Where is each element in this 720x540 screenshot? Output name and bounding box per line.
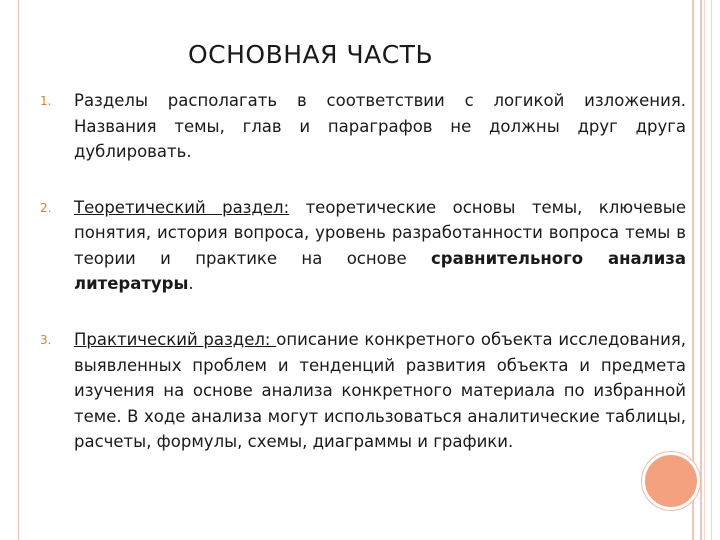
section-label: Практический раздел: xyxy=(74,329,277,349)
slide-content xyxy=(40,88,686,485)
section-punctuation: . xyxy=(188,274,194,294)
left-border-decoration xyxy=(0,0,19,540)
right-border-decoration xyxy=(688,0,720,540)
slide-title: ОСНОВНАЯ ЧАСТЬ xyxy=(188,40,434,69)
section-label: Теоретический раздел: xyxy=(74,197,290,217)
list-item-text xyxy=(74,327,686,455)
list-item-text xyxy=(74,195,686,297)
list-number: 1. xyxy=(40,94,52,108)
list-number: 3. xyxy=(40,332,52,347)
list-item-text: Разделы располагать в соответствии с логикой изложения. Названия темы, глав и параграфов не должны друг друга дублировать. xyxy=(74,91,686,162)
section-description: теоретические основы темы, ключевые понятия, история вопроса, уровень разработанности вопроса темы в теории и практике на основе xyxy=(74,197,686,268)
bold-emphasis: сравнительного анализа литературы xyxy=(74,248,687,294)
list-item xyxy=(40,88,686,165)
list-number: 2. xyxy=(40,200,52,215)
list-item xyxy=(40,195,686,297)
decorative-circle xyxy=(642,452,700,510)
list-item xyxy=(40,327,686,455)
section-description: описание конкретного объекта исследования, выявленных проблем и тенденций развития объекта и предмета изучения на основе анализа конкретного материала по избранной теме. В ходе анализа могут использоваться аналитические таблицы, расчеты, формулы, схемы, диаграммы и графики. xyxy=(74,329,686,452)
